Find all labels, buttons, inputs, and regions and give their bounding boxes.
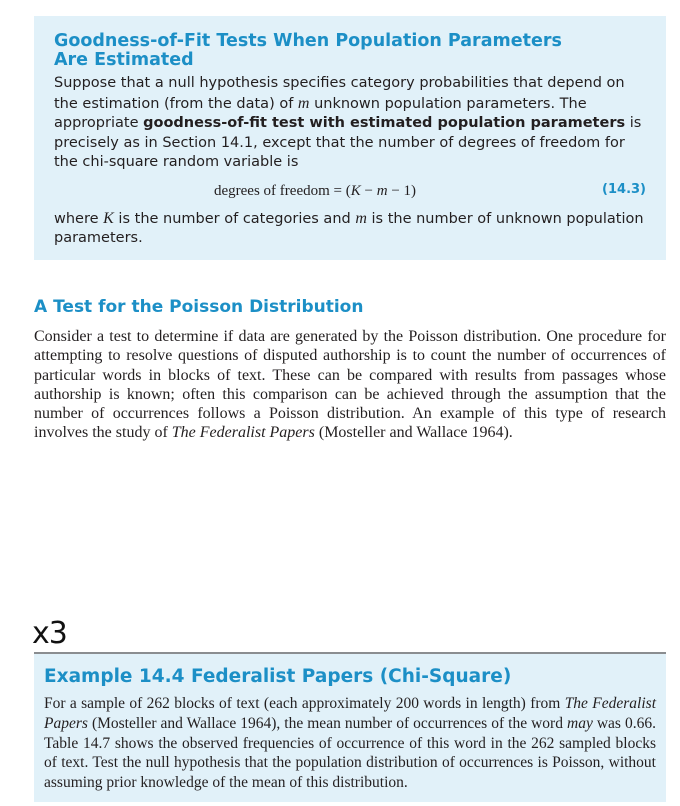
example-title: Example 14.4 Federalist Papers (Chi-Square) [44,666,512,687]
definition-title: Goodness-of-Fit Tests When Population Parameters Are Estimated [54,31,562,70]
section-heading: A Test for the Poisson Distribution [34,297,364,317]
definition-followup: where K is the number of categories and m is the number of unknown population parameters. [54,209,644,246]
example-box [34,654,666,802]
equation-number: (14.3) [602,181,646,197]
definition-text: Suppose that a null hypothesis specifies category probabilities that depend on the estimation (from the data) of m unknown population parameters. The appropriate goodness-of-fit test with estimated population parameters is precisely as in Section 14.1, except that the number of degrees of freedom for the chi-square random variable is [54,75,642,170]
margin-marker: x3 [32,616,67,651]
example-text: For a sample of 262 blocks of text (each approximately 200 words in length) from The Federalist Papers (Mosteller and Wallace 1964), the mean number of occurrences of the word may was 0.66. Table 14.7 shows the observed frequencies of occurrence of this word in the 262 sampled blocks of text. Test the null hypothesis that the population distribution of occurrences is Poisson, without assuming prior knowledge of the mean of this distribution. [44,695,656,792]
bold-term: goodness-of-fit test with estimated population parameters [143,115,626,131]
section-paragraph: Consider a test to determine if data are generated by the Poisson distribution. One procedure for attempting to resolve questions of disputed authorship is to count the number of occurrences of particular words in blocks of text. These can be compared with results from passages whose authorship is known; often this comparison can be achieved through the assumption that the number of occurrences follows a Poisson distribution. An example of this type of research involves the study of The Federalist Papers (Mosteller and Wallace 1964). [34,328,666,442]
equation: degrees of freedom = (K − m − 1) [214,182,417,199]
equation-row [54,182,646,207]
definition-box [34,16,666,260]
